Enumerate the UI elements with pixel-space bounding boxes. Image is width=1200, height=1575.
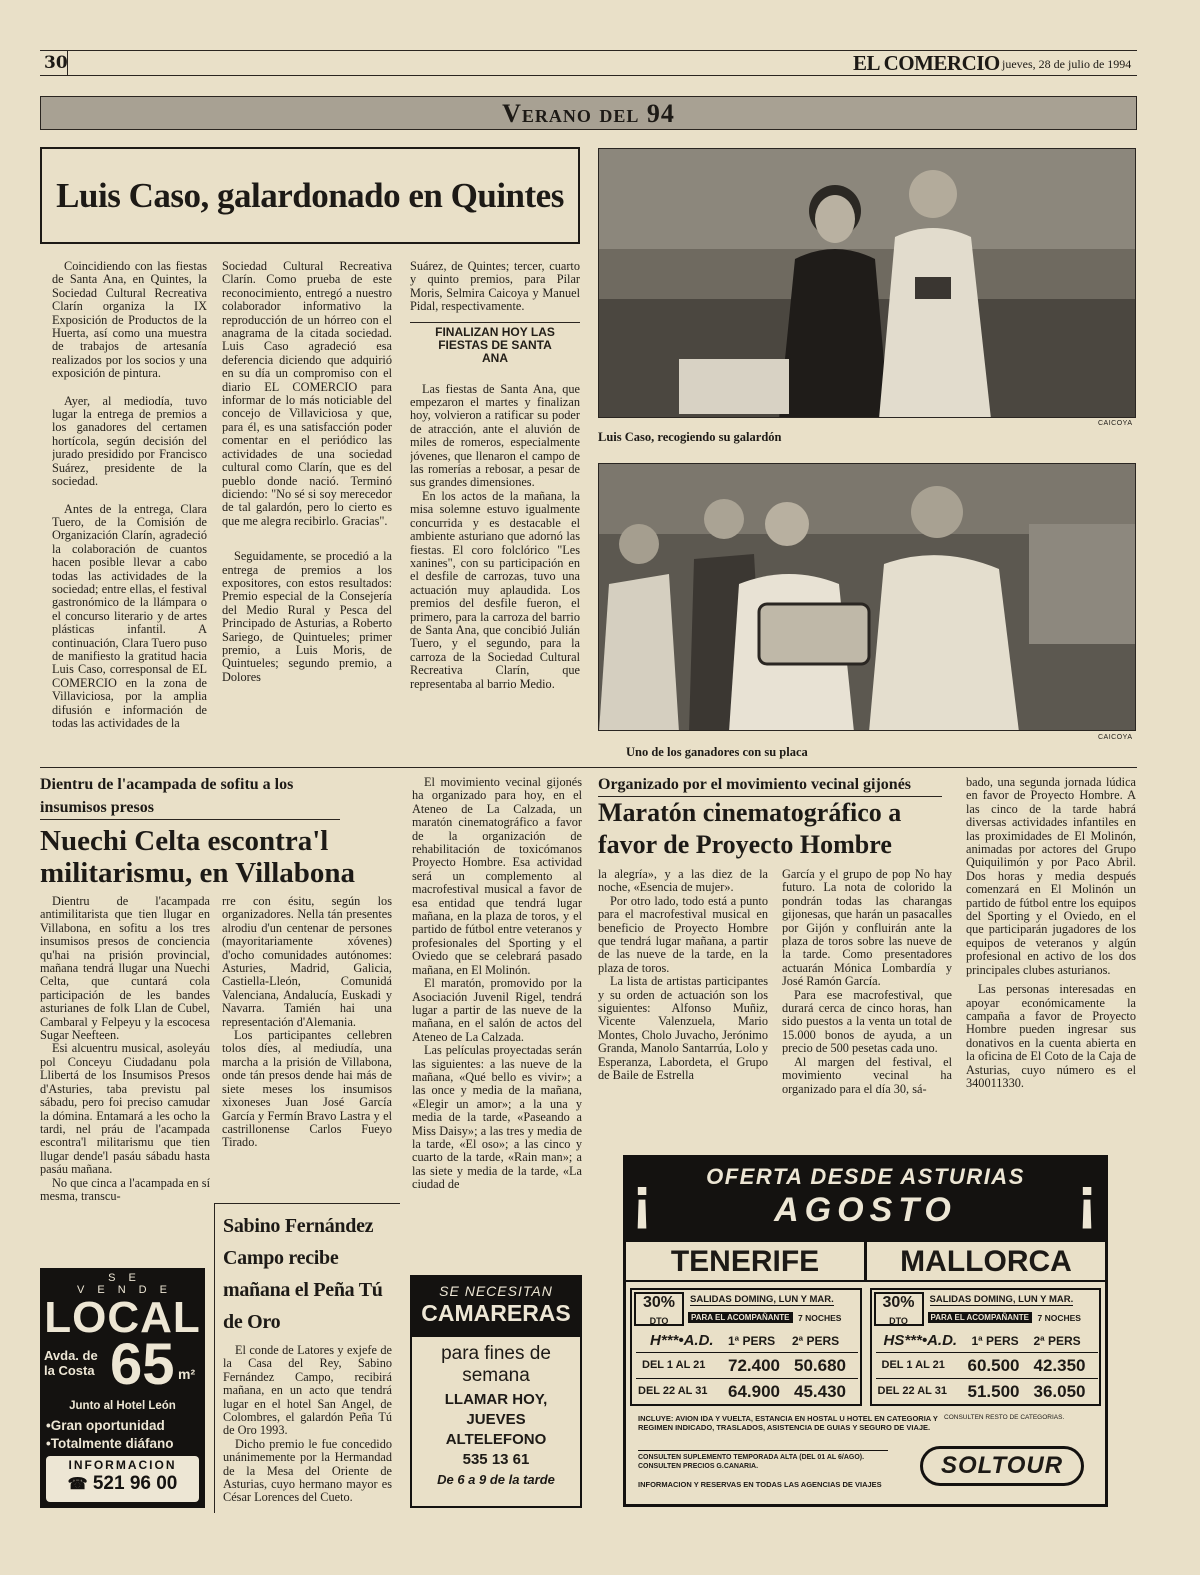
article2-kicker: Dientru de l'acampada de sofitu a los insumisos presos bbox=[40, 773, 340, 820]
article4-para: Al margen del festival, el movimiento vecinal ha organizado para el día 30, sá- bbox=[782, 1054, 952, 1096]
ad-local-size-row bbox=[40, 1332, 205, 1397]
ad-local-bullet2: •Totalmente diáfano bbox=[46, 1436, 174, 1451]
ad-soltour-line1: OFERTA DESDE ASTURIAS bbox=[706, 1164, 1025, 1189]
ad-soltour-suplemento: CONSULTEN SUPLEMENTO TEMPORADA ALTA (DEL 01 AL 6/AGO). CONSULTEN PRECIOS G.CANARIA. bbox=[638, 1450, 888, 1471]
divider bbox=[40, 767, 1137, 768]
ad-soltour-noches: 7 NOCHES bbox=[798, 1313, 842, 1323]
ad-soltour bbox=[623, 1155, 1108, 1507]
ad-soltour-r1-v1: 72.400 bbox=[728, 1356, 780, 1375]
ad-soltour-p2: 2ª PERS bbox=[1033, 1334, 1081, 1348]
header-date: jueves, 28 de julio de 1994 bbox=[1002, 57, 1132, 71]
article1-para: Las fiestas de Santa Ana, que empezaron el martes y finalizan hoy, volvieron a ratificar su poder de atracción, ante el aluvión de miles de romeros, especialmente jóvenes, que llenaron el campo de las romerías a rebosar, a pesar de sus grandes dimensiones. bbox=[410, 381, 580, 490]
ad-camareras-phone: 535 13 61 bbox=[462, 1451, 530, 1468]
article4-para: Por otro lado, todo está a punto para el macrofestival musical en beneficio de Proyecto Hombre que tendrá lugar mañana, a partir de las nueve de la tarde, en la plaza de toros. bbox=[598, 893, 768, 975]
ad-camareras-line1: para fines de bbox=[441, 1343, 551, 1364]
article1-headline-box bbox=[40, 147, 580, 244]
ad-soltour-p1: 1ª PERS bbox=[971, 1334, 1019, 1348]
ad-camareras-line3: LLAMAR HOY, bbox=[444, 1391, 548, 1408]
ad-soltour-consulten-resto: CONSULTEN RESTO DE CATEGORIAS. bbox=[944, 1414, 1065, 1421]
page-header bbox=[40, 50, 1137, 76]
ad-local-number: 65 bbox=[110, 1332, 175, 1397]
photo-luis-caso-image bbox=[599, 149, 1136, 418]
article1-col2 bbox=[222, 260, 392, 756]
ad-soltour-salidas: SALIDAS DOMING, LUN Y MAR. bbox=[929, 1294, 1074, 1305]
ad-soltour-p1: 1ª PERS bbox=[728, 1334, 776, 1348]
photo-ganador-placa bbox=[598, 463, 1136, 731]
ad-soltour-row1 bbox=[636, 1352, 858, 1378]
ad-soltour-dto: DTO bbox=[649, 1316, 669, 1326]
ad-soltour-row2 bbox=[636, 1378, 858, 1404]
ad-soltour-dto: DTO bbox=[889, 1316, 908, 1326]
article4-para: La lista de artistas participantes y su orden de actuación son los siguientes: Alfonso Muñiz, Vicente Valenzuela, Mario Montes, Cholo Juvacho, Jerónimo Granda, Manolo Santarrúa, Lolo y Esperanza, Labordeta, el Grupo de Baile de Estrella bbox=[598, 974, 768, 1083]
article4-col1 bbox=[412, 776, 582, 1258]
ad-soltour-panel-mallorca bbox=[870, 1288, 1102, 1406]
ad-soltour-salidas: SALIDAS DOMING, LUN Y MAR. bbox=[690, 1294, 834, 1305]
ad-soltour-discount-badge bbox=[874, 1292, 924, 1326]
ad-local-info-box bbox=[46, 1456, 199, 1502]
ad-soltour-dest1: TENERIFE bbox=[626, 1242, 867, 1280]
ad-soltour-r2-label: DEL 22 AL 31 bbox=[877, 1385, 947, 1397]
article4-para: Para ese macrofestival, que durará cerca de cinco horas, han sido puestos a la venta un total de 15.000 bonos de ayuda, a un precio de 500 pesetas cada uno. bbox=[782, 987, 952, 1056]
ad-soltour-reservas: INFORMACION Y RESERVAS EN TODAS LAS AGENCIAS DE VIAJES bbox=[638, 1480, 882, 1489]
article1-para: Ayer, al mediodía, tuvo lugar la entrega de premios a los ganadores del certamen hortícola, según decisión del jurado presidido por Francisco Suárez, presidente de la sociedad. bbox=[52, 393, 207, 489]
ad-local-address: Avda. de la Costa bbox=[44, 1348, 98, 1378]
ad-soltour-dest2: MALLORCA bbox=[900, 1245, 1072, 1278]
ad-soltour-r2-v2: 36.050 bbox=[1033, 1382, 1086, 1401]
ad-soltour-r1-v1: 60.500 bbox=[967, 1356, 1020, 1375]
phone-icon: ☎ bbox=[67, 1476, 88, 1493]
article1-para: Coincidiendo con las fiestas de Santa Ana, en Quintes, la Sociedad Cultural Recreativa Clarín organiza la IX Exposición de Productos de la Huerta, así como una muestra de trabajos de artesanía realizados por los socios y una exposición de pintura. bbox=[52, 260, 207, 381]
ad-local-unit: m² bbox=[178, 1366, 196, 1382]
ad-soltour-logo bbox=[920, 1446, 1084, 1486]
ad-soltour-panels bbox=[626, 1282, 1105, 1406]
ad-soltour-acomp: PARA EL ACOMPAÑANTE bbox=[928, 1312, 1033, 1323]
ad-local-phone-row bbox=[46, 1472, 199, 1497]
article2-para: Los participantes cellebren tolos díes, al mediudía, una marcha a la prisión de Villabona, onde tán presos dende hai más de siete meses los insumisos xixoneses Juan José García García y Fermín Bravo Lastra y el castrillonense Carlos Fueyo Tirado. bbox=[222, 1028, 392, 1150]
ad-camareras-hours: De 6 a 9 de la tarde bbox=[437, 1472, 555, 1487]
article1-col3 bbox=[410, 260, 580, 756]
article1-subhead: FINALIZAN HOY LAS FIESTAS DE SANTA ANA bbox=[410, 322, 580, 371]
article3-box bbox=[214, 1203, 400, 1513]
article3-body bbox=[215, 1338, 400, 1508]
ad-camareras-top: SE NECESITAN bbox=[439, 1283, 553, 1299]
photo-ganador-placa-image bbox=[599, 464, 1136, 731]
ad-soltour-noches: 7 NOCHES bbox=[1037, 1313, 1081, 1323]
exclamation-icon: ¡ bbox=[1077, 1165, 1097, 1232]
article4-kicker: Organizado por el movimiento vecinal gijonés bbox=[598, 773, 942, 797]
ad-soltour-hotel: H***•A.D. bbox=[650, 1332, 714, 1349]
ad-local bbox=[40, 1268, 205, 1508]
article3-para: Dicho premio le fue concedido unánimemente por la Hermandad de la Mesa del Oriente de Asturias, cuyo hermano mayor es César Lorences del Cueto. bbox=[223, 1436, 392, 1505]
ad-soltour-r1-label: DEL 1 AL 21 bbox=[642, 1359, 706, 1371]
article4-headline: Maratón cinematográfico a favor de Proyecto Hombre bbox=[598, 798, 902, 859]
article1-para: Seguidamente, se procedió a la entrega de premios a los expositores, con estos resultados: Premio especial de la Consejería del Medio Rural y Pesca del Principado de Asturias, a Roberto Sariego, de Quintueles; primer premio, a Luis Moris, de Quintueles; segundo premio, a Dolores bbox=[222, 549, 392, 684]
section-bar bbox=[40, 96, 1137, 130]
article3-para: El conde de Latores y exjefe de la Casa del Rey, Sabino Fernández Campo, recibirá mañana, en un acto que tendrá lugar en el hotel San Angel, de Colombres, el galardón Peña Tú de Oro 1993. bbox=[223, 1343, 392, 1438]
ad-soltour-r2-v1: 51.500 bbox=[967, 1382, 1020, 1401]
ad-soltour-r1-v2: 50.680 bbox=[794, 1356, 846, 1375]
article4-para: García y el grupo de pop No hay futuro. La nota de colorido la pondrán todas las charangas gijonesas, que harán un pasacalles por Gijón y confluirán ante la plaza de toros sobre las nueve de la tarde. Como presentadores actuarán Mónica Lombardía y José Ramón García. bbox=[782, 868, 952, 989]
ad-soltour-p2: 2ª PERS bbox=[792, 1334, 840, 1348]
ad-camareras bbox=[410, 1275, 582, 1508]
article4-para: la alegría», y a las diez de la noche, «Esencia de mujer». bbox=[598, 868, 768, 895]
ad-soltour-r1-label: DEL 1 AL 21 bbox=[881, 1359, 945, 1371]
article2-col2 bbox=[222, 895, 392, 1195]
ad-local-phone: 521 96 00 bbox=[92, 1473, 178, 1494]
ad-local-top: SE VENDE bbox=[77, 1272, 180, 1296]
ad-soltour-destinations bbox=[626, 1242, 1105, 1282]
ad-camareras-title: CAMARERAS bbox=[421, 1300, 571, 1326]
article4-para: Las películas proyectadas serán las siguientes: a las nueve de la mañana, «Qué bello es vivir»; a las once y media de la mañana, «Elegir un amor»; a la una y media de la tarde, «Paseando a Miss Daisy»; a las tres y media de la tarde, «El oso»; a las cinco y cuarto de la tarde, «Rain man»; a las siete y media de la tarde, «La ciudad de bbox=[412, 1043, 582, 1192]
article4-col3 bbox=[782, 868, 952, 1133]
ad-soltour-hotel: HS***•A.D. bbox=[883, 1332, 958, 1349]
article4-para: bado, una segunda jornada lúdica en favor de Proyecto Hombre. A las cinco de la tarde habrá diversas actividades infantiles en las proximidades de El Molinón, animadas por actores del Grupo Quiquilimón y por Paco Abril. Dos horas y media después comenzará en El Molinón un partido de fútbol entre los equipos del Sporting y el Oviedo, en el que participarán jugadores de los equipos de veteranos y algún profesional en activo de los dos principales clubes asturianos. bbox=[966, 776, 1136, 977]
ad-soltour-discount-badge bbox=[634, 1292, 684, 1326]
article2-para: Esi alcuentru musical, asoleyáu pol Conceyu Ciudadanu pola Llibertá de los Insumisos Presos d'Asturies, taba previstu pal sábadu, pero foi preciso camudar la dómina. Entamará a les ocho la tardi, nel práu de l'acampada escontra'l militarismu que tien llugar dende'l pasáu sábadu hasta pasáu mañana. bbox=[40, 1041, 210, 1177]
ad-camareras-line2: semana bbox=[462, 1365, 530, 1386]
ad-soltour-r2-label: DEL 22 AL 31 bbox=[638, 1385, 708, 1397]
photo2-caption: Uno de los ganadores con su placa bbox=[626, 745, 808, 759]
article4-para: El maratón, promovido por la Asociación Juvenil Rigel, tendrá lugar a partir de las nueve de la mañana, en el salón de actos del Ateneo de La Calzada. bbox=[412, 976, 582, 1044]
ad-camareras-line5: ALTELEFONO bbox=[445, 1431, 547, 1448]
article1-para: En los actos de la mañana, la misa solemne estuvo igualmente concurrida y es destacable el ambiente asturiano que adornó las fiestas. El coro folclórico "Les xanines", con su participación en el desfile de carrozas, tuvo una actuación muy aplaudida. Los premios del desfile fueron, el primero, para la carroza del barrio de Santa Ana, que concibió Julián Tuero, y el segundo, para la carroza de la Sociedad Cultural Recreativa Clarín, que representaba al barrio Medio. bbox=[410, 488, 580, 691]
article1-para: Antes de la entrega, Clara Tuero, de la Comisión de Organización Clarín, agradeció la colaboración de cuantos hacen posible llevar a cabo todas las actividades de la sociedad; entre ellas, el festival gastronómico de la llámpara o el concurso literario y de artes plásticas infantil. A continuación, Clara Tuero puso de manifiesto la gratitud hacia Luis Caso, corresponsal de EL COMERCIO en la zona de Villaviciosa, por la amplia difusión e información de todas las actividades de la bbox=[52, 501, 207, 730]
photo-luis-caso bbox=[598, 148, 1136, 418]
soltour-logo-text: SOLTOUR bbox=[940, 1452, 1064, 1479]
article3-headline: Sabino Fernández Campo recibe mañana el Peña Tú de Oro bbox=[223, 1215, 383, 1333]
ad-soltour-row1 bbox=[876, 1352, 1098, 1378]
article2-para: Dientru de l'acampada antimilitarista que tien llugar en Villabona, en sofitu a los tres insumisos presos de conciencia qu'hai na prisión provincial, mañana tendrá llugar una Nuechi Celta, que cuntará cola participación de les bandes asturianes de folk Llan de Cubel, Cambaral y Felpeyu y la escocesa Sugar Neefteen. bbox=[40, 895, 210, 1043]
ad-local-near: Junto al Hotel León bbox=[69, 1400, 176, 1412]
ad-soltour-acomp: PARA EL ACOMPAÑANTE bbox=[688, 1312, 793, 1323]
article4-para: Las personas interesadas en apoyar económicamente la campaña a favor de Proyecto Hombre pueden ingresar sus donativos en la cuenta abierta en la oficina de El Coto de la Caja de Asturias, cuyo número es el 340011330. bbox=[966, 982, 1136, 1090]
exclamation-icon: ¡ bbox=[632, 1165, 652, 1232]
article2-col1 bbox=[40, 895, 210, 1255]
article2-para: No que cinca a l'acampada en sí mesma, transcu- bbox=[40, 1175, 210, 1203]
section-title: Verano del 94 bbox=[502, 99, 675, 128]
article2-headline: Nuechi Celta escontra'l militarismu, en Villabona bbox=[40, 825, 356, 889]
ad-soltour-incluye: INCLUYE: AVION IDA Y VUELTA, ESTANCIA EN HOSTAL U HOTEL EN CATEGORIA Y REGIMEN INDICADO, TRASLADOS, ASISTENCIA DE GUIAS Y SEGURO DE VIAJE. bbox=[638, 1414, 938, 1432]
ad-soltour-discount: 30% bbox=[642, 1294, 676, 1311]
masthead: EL COMERCIO bbox=[853, 51, 1000, 75]
article1-col1 bbox=[52, 260, 207, 756]
ad-local-info: INFORMACION bbox=[68, 1458, 177, 1472]
ad-camareras-line4: JUEVES bbox=[466, 1411, 526, 1428]
ad-soltour-discount: 30% bbox=[882, 1294, 915, 1311]
ad-local-title: LOCAL bbox=[44, 1293, 201, 1342]
photo2-credit: CAICOYA bbox=[1098, 734, 1133, 741]
ad-soltour-line2: AGOSTO bbox=[774, 1191, 957, 1229]
article4-col2 bbox=[598, 868, 768, 1133]
article2-para: rre con ésitu, según los organizadores. Nella tán presentes alrodiu d'un centenar de persones (mayoritariamente xóvenes) d'ocho comunidades autónomes: Asturies, Madrid, Galicia, Castiella-Lleón, Comunidá Valenciana, Andalucía, Euskadi y Navarra. Tamién hai una representación d'Alemania. bbox=[222, 895, 392, 1029]
ad-soltour-r2-v1: 64.900 bbox=[728, 1382, 780, 1401]
article4-para: El movimiento vecinal gijonés ha organizado para hoy, en el Ateneo de La Calzada, un maratón cinematográfico a favor de la organización de rehabilitación de toxicómanos Proyecto Hombre. Esa actividad será un complemento al macrofestival musical a favor de esa entidad que tendrá lugar mañana, en la plaza de toros, y el partido de fútbol entre veteranos y profesionales del Sporting y el Oviedo que se celebrará pasado mañana, en El Molinón. bbox=[412, 776, 582, 977]
article1-para: Sociedad Cultural Recreativa Clarín. Como prueba de este reconocimiento, entregó a nuestro colaborador informativo la reproducción de un hórreo con el anagrama de la citada sociedad. Luis Caso agradeció esa deferencia diciendo que adquirió en su día un compromiso con el diario EL COMERCIO para informar de lo más noticiable del concejo de Villaviciosa y que, para él, es una satisfacción poder comentar en el periódico las actividades de una sociedad cultural como Clarín, que es del pueblo donde nació. Terminó diciendo: "No sé si soy merecedor de tal galardón, pero lo cierto es que me alegra recibirlo. Gracias". bbox=[222, 260, 392, 528]
ad-soltour-panel-tenerife bbox=[630, 1288, 862, 1406]
article4-col4 bbox=[966, 776, 1136, 1136]
ad-soltour-footer bbox=[634, 1412, 1097, 1506]
ad-camareras-header bbox=[412, 1277, 580, 1337]
photo1-caption: Luis Caso, recogiendo su galardón bbox=[598, 430, 782, 444]
article1-para: Suárez, de Quintes; tercer, cuarto y quinto premios, para Pilar Moris, Selmira Caicoya y Manuel Pidal, respectivamente. bbox=[410, 260, 580, 314]
ad-soltour-row2 bbox=[876, 1378, 1098, 1404]
page-number: 30 bbox=[40, 51, 68, 75]
ad-soltour-r2-v2: 45.430 bbox=[794, 1382, 846, 1401]
article1-headline: Luis Caso, galardonado en Quintes bbox=[56, 176, 564, 215]
ad-local-bullet1: •Gran oportunidad bbox=[46, 1418, 165, 1433]
photo1-credit: CAICOYA bbox=[1098, 420, 1133, 427]
ad-soltour-banner bbox=[626, 1158, 1105, 1242]
ad-soltour-r1-v2: 42.350 bbox=[1033, 1356, 1086, 1375]
